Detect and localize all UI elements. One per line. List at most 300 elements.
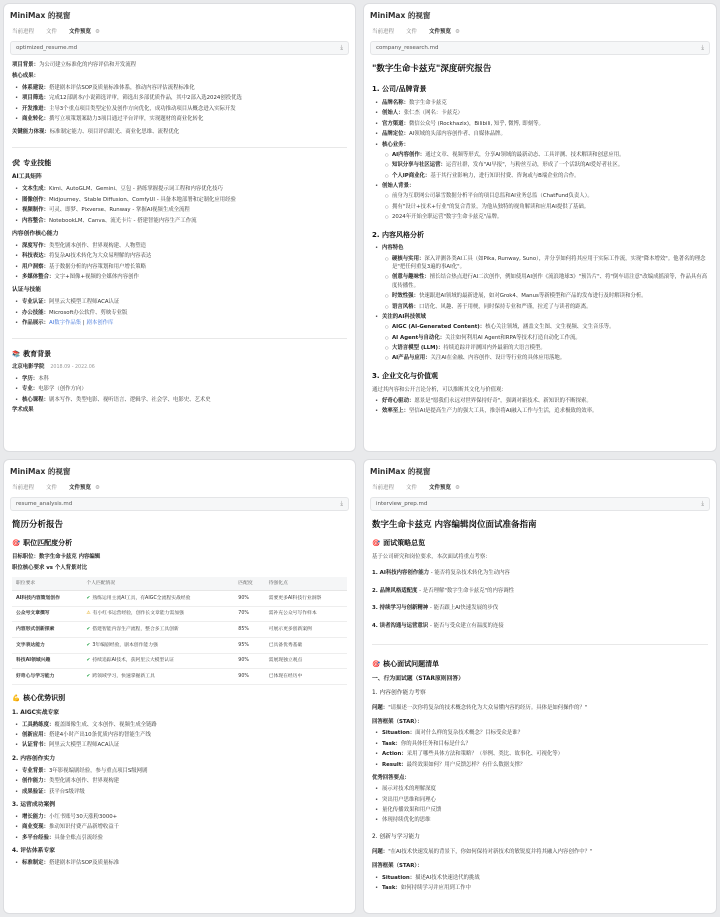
item-value: 采用了哪些具体方法和策略？（举例、类比、故事化、可视化等） (406, 751, 564, 758)
item-value: 关注如何利用AI Agent和RPA等技术打造自动化工作流。 (445, 334, 581, 341)
tips-label (372, 774, 708, 782)
qa-heading-text: 核心面试问题清单 (383, 659, 440, 668)
panel-interview-prep (363, 459, 717, 914)
subheading: 1. AIGC实战专家 (12, 709, 60, 716)
list-item (372, 729, 708, 737)
item-key: 多媒体整合： (22, 274, 55, 281)
table-row (12, 591, 347, 607)
link-separator: | (81, 320, 87, 327)
bg-label: 项目背景： (12, 62, 39, 68)
list-item (12, 185, 347, 193)
item-key: 官方渠道： (382, 120, 409, 127)
subheading: 3. 运营成功案例 (12, 801, 56, 808)
cell-percent: 70% (234, 606, 264, 622)
paragraph: 基于公司研究和岗位要求，本次面试将重点考察： (372, 554, 491, 561)
gear-icon: ⚙ (453, 29, 460, 35)
target-icon: 🎯 (372, 539, 381, 548)
item-value: 电影学（创作方向） (38, 386, 87, 393)
cell-todo: 已具备优秀基础 (265, 638, 347, 654)
list-item (12, 777, 347, 785)
script-library-link[interactable]: 剧本创作库 (86, 320, 114, 327)
list-item (382, 303, 708, 311)
item-key: 创作能力： (22, 778, 49, 785)
tab-bar (364, 479, 716, 495)
list-item (12, 115, 347, 123)
cell-match (82, 606, 234, 622)
point-value: - 能否跟上AI快速发展的步伐 (428, 605, 499, 612)
ai-tools-list (12, 185, 347, 225)
list-item: ○ 2024年开始全职运营"数字生命卡兹克"品牌。 (382, 213, 708, 221)
tab-files[interactable]: 文件 (406, 485, 418, 491)
col-header: 个人匹配情况 (82, 577, 234, 591)
item-key: 标准制定： (22, 860, 49, 866)
subheading: 2. 内容创作实力 (12, 755, 56, 762)
section-heading-strategy (372, 538, 708, 549)
item-value: 小红书账号30天涨粉3000+ (48, 813, 118, 820)
item-key: 成果验证： (22, 788, 49, 795)
item-value: 如何持续学习并应用到工作中 (400, 884, 471, 891)
achievements-label: 核心成果： (12, 73, 39, 80)
check-icon: ✔ (86, 595, 91, 601)
item-key: 体系建设： (22, 84, 49, 91)
item-key: 学历： (22, 375, 39, 382)
panel-resume-analysis (3, 459, 356, 914)
list-item (382, 344, 708, 352)
cell-match (82, 669, 234, 685)
item-value: 基于数据分析的内容策划和用户增长策略 (48, 263, 147, 270)
adv-heading-text: 核心优势识别 (23, 693, 66, 702)
list-item (12, 105, 347, 113)
item-key: 项目筛选： (22, 95, 49, 102)
list-item (12, 84, 347, 92)
tab-current-process[interactable]: 当前进程 (372, 29, 395, 35)
item-key: 深度写作： (22, 242, 49, 249)
subheading-certs: 认证与技能 (12, 287, 41, 294)
list-item (12, 385, 347, 393)
doc-title: 简历分析报告 (12, 520, 64, 530)
cell-match-text: 持续追踪AI技术，获阿里云大模型认证 (92, 658, 174, 664)
gear-icon: ⚙ (453, 485, 460, 491)
item-value: 完成12部剧本/小说筛选评审，筛选出多部优质作品，其中2部入选2024创投优选 (48, 95, 242, 102)
list-item (382, 255, 708, 272)
list-item (372, 313, 708, 321)
item-value: 通过文章、视频等形式，分享AI领域的最新动态、工具评测、技术解读和创意应用。 (425, 151, 625, 158)
book-icon: 📚 (12, 349, 21, 358)
section-heading: 2. 内容风格分析 (372, 230, 424, 239)
item-key: 语言风格： (392, 303, 419, 310)
muscle-icon: 💪 (12, 693, 21, 702)
item-key: 时效性强： (392, 293, 419, 300)
question-title: 1. 内容创作能力考察 (372, 689, 426, 696)
item-value: 搭建剧本评估SOP及质量标准 (48, 860, 120, 866)
section-heading-questions (372, 659, 708, 670)
star-label-text: 回答框架（STAR）： (372, 863, 423, 870)
item-value: 可灵、即梦、Pixverse、Runway - 掌握AI视频生成全流程 (48, 207, 190, 214)
list-item (12, 375, 347, 383)
section-heading-skills (12, 158, 347, 169)
list-item (382, 273, 708, 290)
item-key: 文本生成： (22, 186, 49, 193)
item-value: 剧本写作、类型电影、视听语言、逻辑学、社会学、电影史、艺术史 (48, 396, 211, 403)
advantage-list (12, 813, 347, 842)
tab-files[interactable]: 文件 (406, 29, 418, 35)
item-key: 知识分享与社区运营： (392, 162, 446, 169)
item-value: 快速跟进AI领域的最新进展，如对Grok4、Manus等新模型和产品的发布进行及时解读和分析。 (418, 293, 647, 300)
preview-content (4, 55, 355, 414)
cell-match-text: 有小红书运营经验，创作长文章能力需加强 (92, 611, 184, 617)
list-item (12, 273, 347, 281)
question (372, 848, 708, 856)
list-item (12, 217, 347, 225)
style-list (372, 244, 708, 363)
cut-off-label: 学术成果 (12, 406, 34, 413)
list-item (372, 244, 708, 252)
list-item (372, 99, 708, 107)
star-list (372, 874, 708, 893)
table-row (12, 669, 347, 685)
window-title: MiniMax 的视窗 (370, 467, 431, 476)
list-item (12, 242, 347, 250)
item-key: Task： (382, 740, 401, 747)
tab-bar (364, 23, 716, 39)
cell-percent: 90% (234, 669, 264, 685)
star-label-text: 回答框架（STAR）： (372, 719, 423, 726)
strategy-point (372, 622, 708, 630)
list-item (12, 767, 347, 775)
item-key: 核心业务： (382, 141, 409, 148)
item-key: 创始人背景： (382, 183, 415, 190)
star-label (372, 718, 708, 726)
strategy-point (372, 604, 708, 612)
item-key: Task： (382, 884, 401, 891)
cell-percent: 95% (234, 638, 264, 654)
item-key: 品牌名称： (382, 100, 409, 107)
item-value: 核心关注领域，涵盖文生图、文生视频、文生音乐等。 (485, 324, 615, 331)
point-key: 1. AI科技内容创作能力 (372, 570, 429, 577)
table-row (12, 638, 347, 654)
question (372, 704, 708, 712)
flag-icon: 🎯 (372, 659, 381, 668)
item-key: Result： (382, 761, 407, 768)
paragraph: 通过其内容和公开言论分析，可以推断其文化与价值观： (372, 386, 507, 393)
point-value: - 是否理解"数字生命卡兹克"的内容调性 (417, 587, 515, 594)
panel-optimized-resume (3, 3, 356, 452)
strat-heading-text: 面试策略总览 (383, 539, 426, 548)
item-key: 用户洞察： (22, 263, 49, 270)
point-key: 2. 品牌风格适配度 (372, 587, 418, 594)
item-key: 核心课程： (22, 396, 49, 403)
item-value: 最终效果如何？用户反馈怎样？有什么数据支撑？ (406, 761, 526, 768)
list-item (12, 309, 347, 317)
tab-current-process[interactable]: 当前进程 (12, 485, 35, 491)
item-key: 创始人： (382, 110, 404, 117)
item-value: 擅长结合热点进行AI二次创作，例如使用AI创作《流浪地球3》"预告片"、将"倒车请注意"改编成摇滚等，作品具有高度传播性。 (392, 274, 708, 289)
list-item (12, 834, 347, 842)
item-key: Situation： (382, 730, 416, 737)
item-value: 主导3个重点项目类型定位及创作方向优化，成功推动项目从概念进入实际开发 (48, 105, 236, 112)
item-value: 张仁杰（网名：卡兹克） (403, 110, 463, 117)
strategy-point (372, 587, 708, 595)
list-item: • 量化传播效果和用户反馈 (372, 806, 708, 814)
item-key: 开发推进： (22, 105, 49, 112)
item-value: 数字生命卡兹克 (408, 100, 447, 107)
item-value: 推动知识付费产品新增收益千 (48, 824, 120, 831)
file-name: company_research.md (376, 45, 439, 51)
star-list (372, 729, 708, 769)
list-item (12, 94, 347, 102)
subheading: 4. 评估体系专家 (12, 848, 56, 855)
list-item (372, 182, 708, 190)
item-key: AIGC (AI-Generated Content)： (392, 324, 486, 331)
cut-off-text (12, 406, 347, 414)
advantage-list (12, 721, 347, 750)
section-heading-advantages (12, 693, 347, 704)
culture-list (372, 397, 708, 416)
list-item (372, 397, 708, 405)
item-key: 多平台经验： (22, 834, 55, 841)
item-key: 商业变现： (22, 824, 49, 831)
warning-icon: ⚠ (86, 611, 91, 617)
table-row (12, 606, 347, 622)
list-item: • 展示对技术的理解深度 (372, 785, 708, 793)
item-key: 硬核与实用： (392, 255, 425, 262)
list-item (12, 823, 347, 831)
point-value: - 能否将复杂技术转化为生动内容 (428, 570, 510, 577)
key-skill (12, 128, 347, 136)
divider (12, 338, 347, 339)
point-key: 3. 持续学习与创新精神 (372, 605, 429, 612)
list-item (382, 354, 708, 362)
item-value: 类型化剧本创作、世界观构建 (48, 778, 120, 785)
divider (12, 147, 347, 148)
item-key: Action： (382, 751, 407, 758)
tips-list (372, 785, 708, 825)
keyskill-label: 关键能力体现： (12, 129, 50, 136)
download-icon[interactable]: ⤓ (340, 44, 343, 51)
item-key: AI产品与应用： (392, 355, 431, 362)
cell-match-text: 搭建智能内容生产流程，整合多工具创新 (92, 627, 179, 632)
list-item: • 突出用户思维和同理心 (372, 796, 708, 804)
check-icon: ✔ (86, 627, 91, 632)
list-item: • 体现持续优化的思维 (372, 816, 708, 824)
file-header (370, 497, 710, 511)
file-name: optimized_resume.md (16, 45, 78, 51)
item-value: 3年影视编剧经验，参与重点项目S级网剧 (48, 767, 148, 774)
col-header: 待强化点 (265, 577, 347, 591)
item-value: 你的具体任务和目标是什么？ (400, 740, 471, 747)
strategy-point (372, 569, 708, 577)
tab-file-preview[interactable] (69, 483, 100, 491)
item-key: 大语言模型 (LLM)： (392, 345, 444, 352)
table-header-row (12, 577, 347, 591)
cell-todo: 需展现独立观点 (265, 653, 347, 669)
item-value: Kimi、AutoGLM、Gemini、豆包 - 熟练掌握提示词工程和内容优化技巧 (48, 186, 223, 193)
item-value: 坚信AI是提高生产力的强大工具，推崇将AI融入工作与生活，追求极致的效率。 (408, 408, 598, 415)
item-value: 阿里云大模型工程师ACA认证 (48, 299, 120, 306)
cell-todo: 已体现在经历中 (265, 669, 347, 685)
item-key: AI内容创作： (392, 151, 426, 158)
item-key: 办公技能： (22, 309, 49, 316)
item-value: 本科 (38, 375, 49, 382)
edu-heading-text: 教育背景 (23, 349, 52, 358)
star-label (372, 862, 708, 870)
list-item (372, 120, 708, 128)
list-item (12, 813, 347, 821)
cell-requirement: 内容形式创新探索 (12, 622, 82, 638)
item-key: 品牌定位： (382, 131, 409, 138)
item-key: 关注的AI科技领域 (382, 313, 426, 320)
item-value: 持续追踪并评测国内外最新的大语言模型。 (443, 345, 546, 352)
cell-requirement: 科技AI领域兴趣 (12, 653, 82, 669)
list-item (382, 334, 708, 342)
item-value: 撰写立项策划案助力3项目通过平台评审，实现题材的商业化转化 (48, 115, 204, 122)
cell-todo: 可展示更多创新案例 (265, 622, 347, 638)
section-heading-education (12, 349, 347, 360)
match-heading-text: 职位匹配度分析 (23, 539, 73, 548)
preview-content (4, 511, 355, 867)
cell-match-text: 熟练运用主流AI工具，有AIGC全流程实战经验 (92, 595, 191, 601)
item-key: 内容特色 (382, 245, 404, 252)
school-date: 2018.09 - 2022.06 (50, 365, 95, 371)
tab-current-process[interactable]: 当前进程 (372, 485, 395, 491)
tab-file-preview-label: 文件预览 (429, 29, 452, 35)
question-text: "请描述一次你将复杂的技术概念转化为大众易懂内容的经历。具体是如何操作的？" (388, 704, 588, 711)
list-item (372, 130, 708, 138)
list-item: ○ 前身为互联网公司暴雪数据分析平台的项目总监和AI业务总监（ChatFund负责人）。 (382, 192, 708, 200)
content-creation-list (12, 242, 347, 282)
tab-files[interactable]: 文件 (46, 29, 58, 35)
tab-file-preview[interactable] (69, 27, 100, 35)
list-item (372, 761, 708, 769)
cell-match-text: 3年编剧经验，剧本创作能力强 (92, 642, 158, 648)
subheading: 一、行为面试题（STAR原则回答） (372, 675, 464, 682)
item-key: 专业认证： (22, 299, 49, 306)
cell-percent: 90% (234, 591, 264, 607)
tab-files[interactable]: 文件 (46, 485, 58, 491)
list-item (372, 407, 708, 415)
subheading-content-creation: 内容创作核心能力 (12, 230, 59, 237)
tips-label-text: 优秀回答要点： (372, 774, 410, 781)
question-title: 2. 创新与学习能力 (372, 833, 420, 840)
list-item (372, 750, 708, 758)
question-label: 问题： (372, 848, 389, 855)
list-item (12, 206, 347, 214)
item-key: Situation： (382, 874, 416, 881)
item-value: 将复杂AI技术转化为大众易理解的内容表达 (48, 253, 152, 260)
skills-heading-text: 专业技能 (23, 158, 52, 167)
item-value: 愿景是"愿我们永远对世界保持好奇"，强调对新技术、新知识的不断探索。 (414, 398, 592, 405)
tab-file-preview-label: 文件预览 (69, 29, 92, 35)
doc-title: 数字生命卡兹克 内容编辑岗位面试准备指南 (372, 520, 537, 530)
cell-match (82, 591, 234, 607)
item-value: 面对什么样的复杂技术概念？目标受众是谁？ (415, 730, 523, 737)
file-name: resume_analysis.md (16, 501, 73, 507)
item-key: 效率至上： (382, 408, 409, 415)
download-icon[interactable]: ⤓ (701, 500, 704, 507)
list-item (12, 396, 347, 404)
section-heading: 3. 企业文化与价值观 (372, 371, 438, 380)
table-row (12, 653, 347, 669)
item-key: 作品展示： (22, 320, 49, 327)
item-value: 文字+图像+视频的全媒体内容创作 (54, 274, 139, 281)
table-title (12, 564, 347, 572)
portfolio-link[interactable]: AI数字作品集 (48, 320, 82, 327)
cell-match (82, 638, 234, 654)
item-value: 口语化、风趣、善于用梗，同时保持专业和严谨，拉近了与读者的距离。 (418, 303, 592, 310)
download-icon[interactable]: ⤓ (701, 44, 704, 51)
item-key: 图像创作： (22, 196, 49, 203)
achievements-list (12, 84, 347, 124)
tab-file-preview[interactable] (429, 27, 460, 35)
item-key: 个人IP商业化： (392, 172, 431, 179)
education-list (12, 375, 347, 404)
tab-bar (4, 479, 355, 495)
doc-title: "数字生命卡兹克"深度研究报告 (372, 64, 492, 74)
cell-match (82, 653, 234, 669)
cell-match-text: 跨领域学习，快速掌握新工具 (92, 673, 155, 679)
divider (372, 644, 708, 645)
list-item: ○ 拥有"设计+技术+行业"的复合背景，为他从独特的视角解读和应用AI提供了基础。 (382, 203, 708, 211)
list-item (12, 319, 347, 327)
item-key: 商业转化： (22, 115, 49, 122)
question-text: "在AI技术快速发展的背景下，你如何保持对新技术的敏锐度并将其融入内容创作中？" (388, 848, 593, 855)
target-position (12, 553, 347, 561)
item-key: 专业： (22, 386, 39, 393)
item-key: 工具熟练度： (22, 721, 55, 728)
item-key: 视频制作： (22, 207, 49, 214)
download-icon[interactable]: ⤓ (340, 500, 343, 507)
section-heading-match (12, 538, 347, 549)
tab-file-preview-label: 文件预览 (429, 485, 452, 491)
check-icon: ✔ (86, 642, 91, 648)
file-name: interview_prep.md (376, 501, 428, 507)
cell-requirement: 文字表达能力 (12, 638, 82, 654)
list-item (12, 731, 347, 739)
item-key: 增长能力： (22, 813, 49, 820)
match-table (12, 577, 347, 685)
item-value: 基于其行业影响力，进行知识付费、咨询或与B端企业的合作。 (430, 172, 580, 179)
subheading-ai-tools: AI工具矩阵 (12, 174, 42, 181)
file-header (10, 497, 349, 511)
certs-list (12, 298, 347, 327)
keyskill-text: 标准制定能力、项目评估眼光、商业化思维、流程优化 (49, 129, 180, 136)
list-item (12, 859, 347, 867)
file-header (10, 41, 349, 55)
window-title: MiniMax 的视窗 (370, 11, 431, 20)
list-item (12, 741, 347, 749)
item-value: 阿里云大模型工程师ACA认证 (48, 742, 120, 749)
list-item (372, 874, 708, 882)
list-item (372, 884, 708, 892)
item-key: 创意与趣味性： (392, 274, 430, 281)
table-title-text: 职位核心要求 vs 个人背景对比 (12, 565, 88, 572)
list-item (382, 323, 708, 331)
list-item (382, 161, 708, 169)
item-value: Microsoft办公软件、剪映专业版 (48, 309, 128, 316)
item-value: 覆盖图像生成、文本创作、视频生成全链路 (54, 721, 157, 728)
advantage-list (12, 767, 347, 796)
achievements-title (12, 72, 347, 80)
tab-current-process[interactable]: 当前进程 (12, 29, 35, 35)
point-key: 4. 读者沟通与运营意识 (372, 622, 429, 629)
advantage-list (12, 859, 347, 867)
item-value: 关注AI在金融、内容创作、设计等行业的具体应用落地。 (430, 355, 566, 362)
item-key: 科技表达： (22, 253, 49, 260)
item-value: AI领域的头部内容创作者、自媒体品牌。 (408, 131, 506, 138)
cell-todo: 需补充公众号写作样本 (265, 606, 347, 622)
tab-file-preview[interactable] (429, 483, 460, 491)
tab-bar (4, 23, 355, 39)
